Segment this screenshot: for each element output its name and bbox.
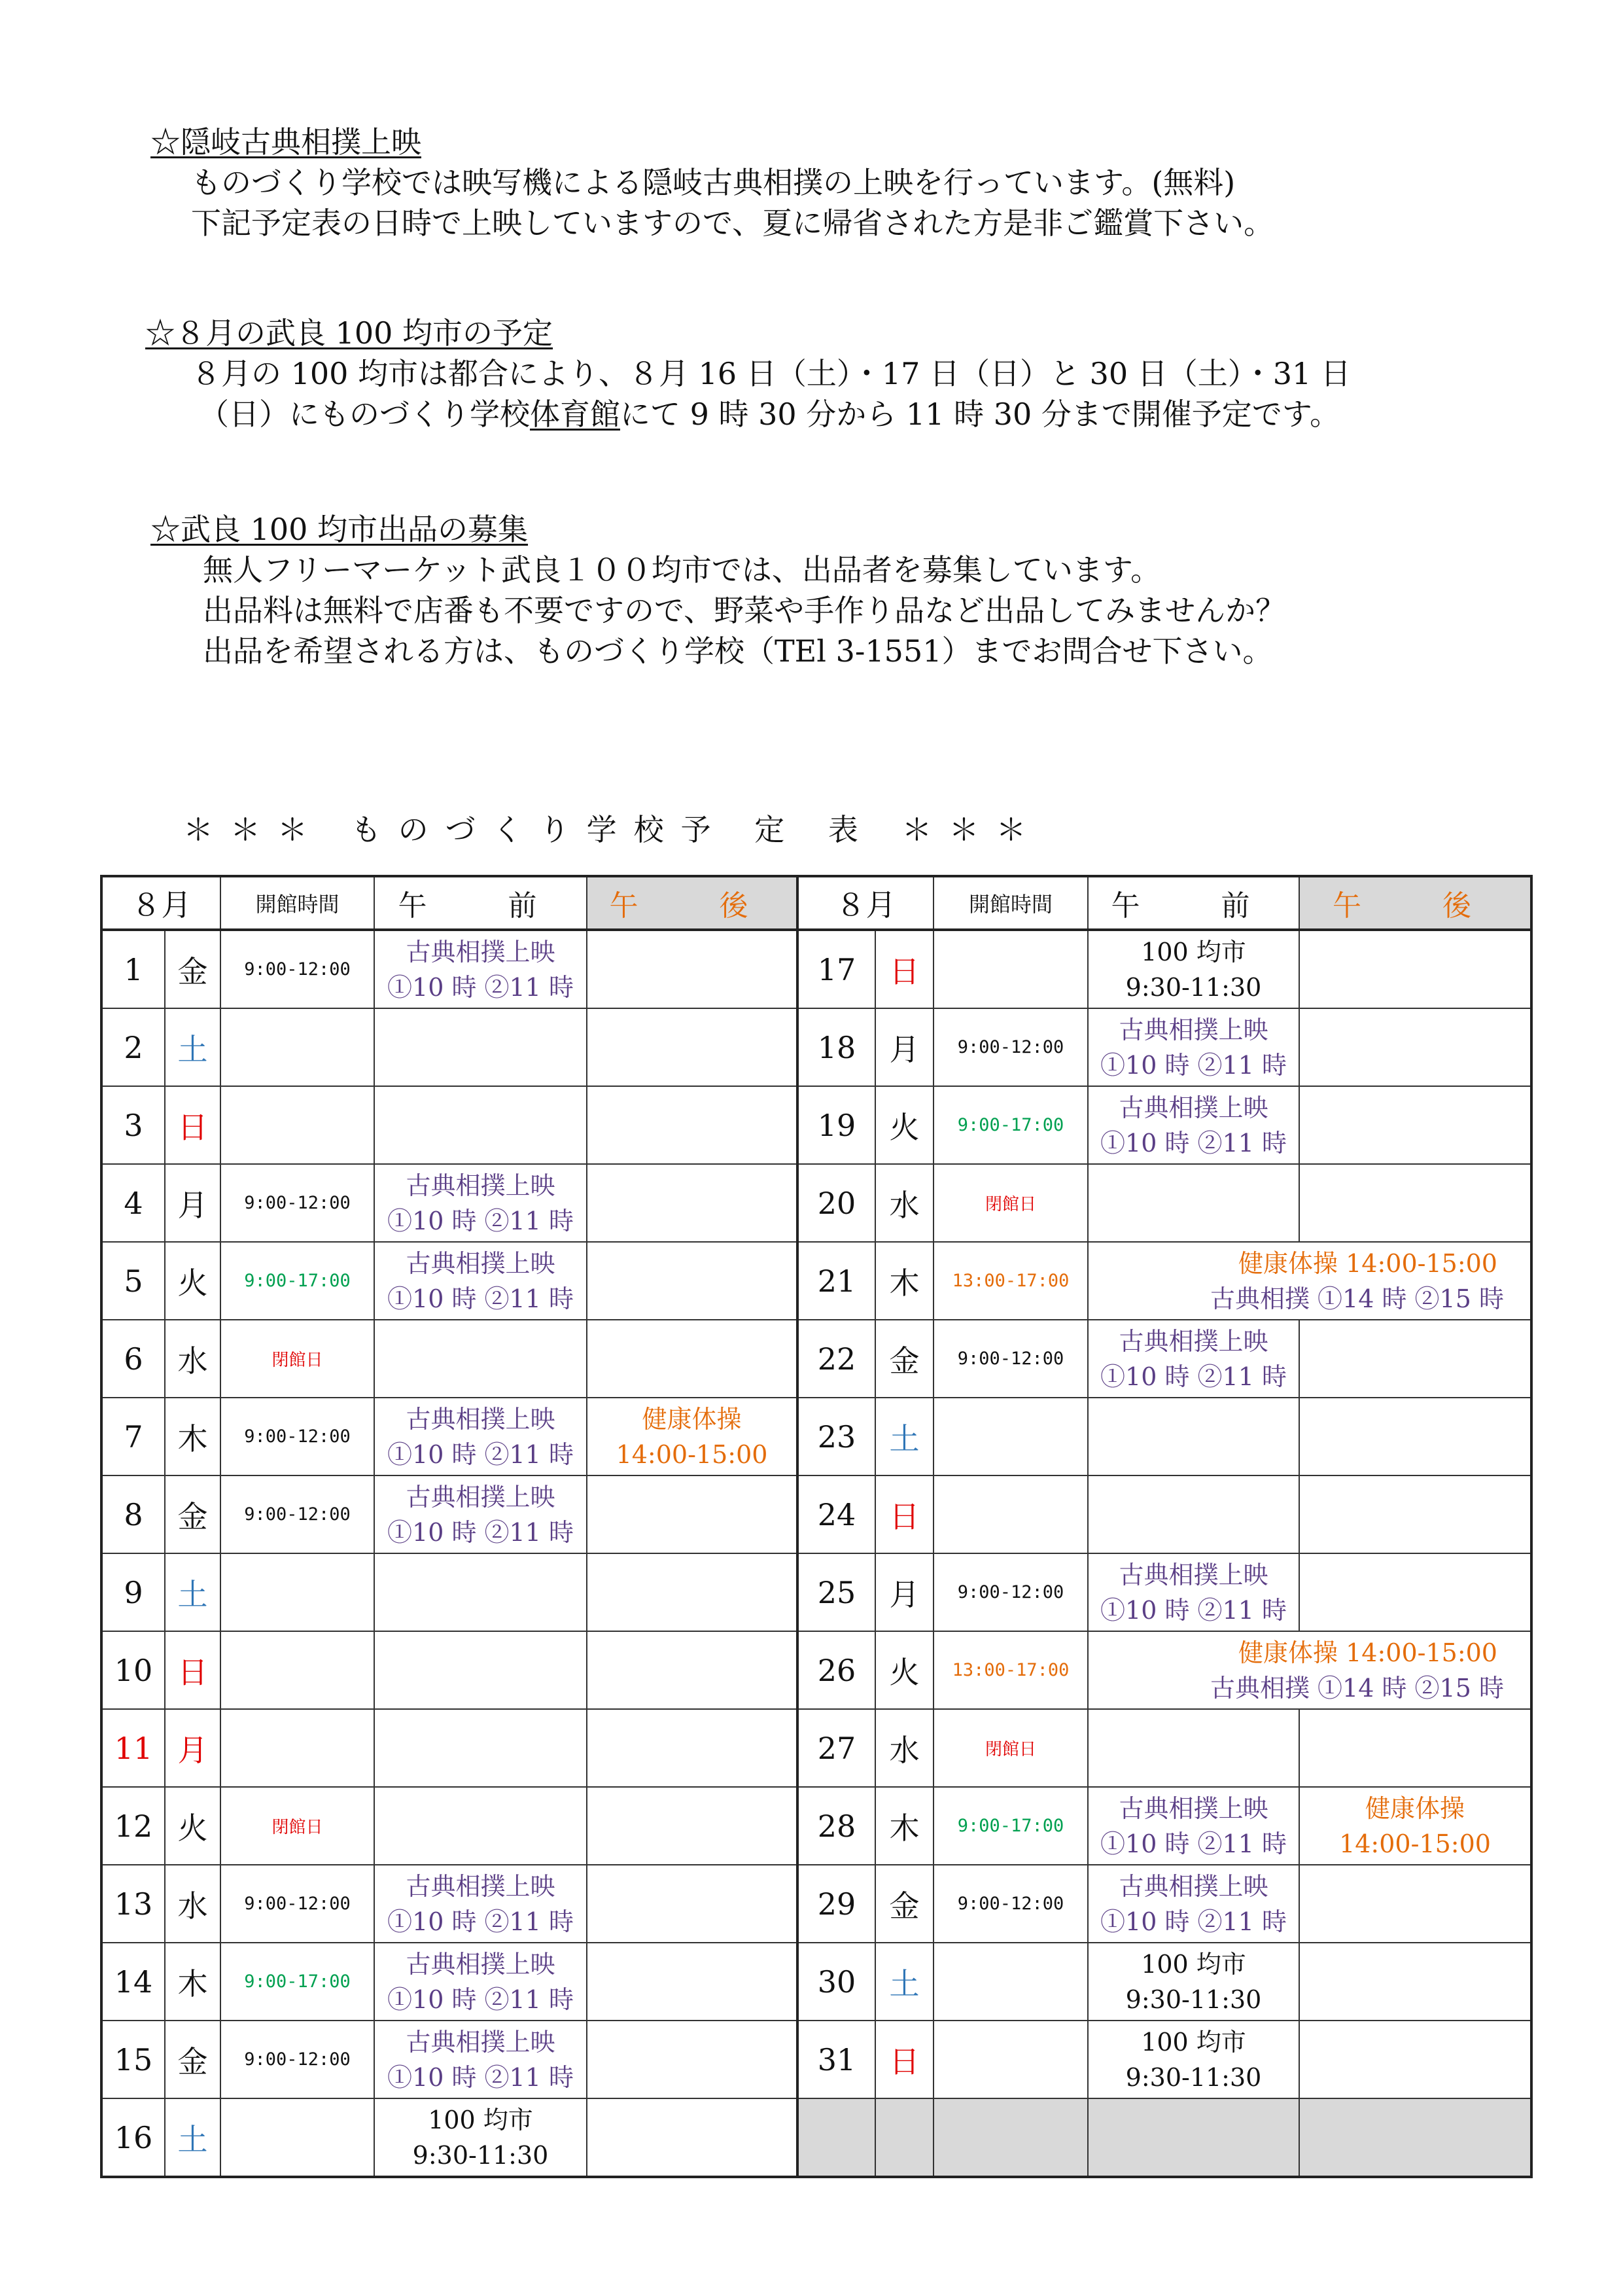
am-event: 100 均市: [1141, 937, 1246, 966]
opening-hours: 9:00-12:00: [934, 1553, 1088, 1631]
am-cell: [1088, 1943, 1299, 2021]
pm-cell: [587, 1553, 797, 1631]
day-number: 5: [101, 1242, 165, 1320]
am-event: 9:30-11:30: [412, 2140, 549, 2170]
day-number: 1: [101, 930, 165, 1008]
opening-hours: [220, 1086, 374, 1164]
notice-exhibitor-recruitment: [150, 509, 1524, 671]
am-cell: [374, 1398, 587, 1475]
am-cell: [374, 1787, 587, 1865]
weekday: 火: [165, 1242, 220, 1320]
header-pm: 午 後: [587, 876, 797, 930]
pm-cell: [587, 1164, 797, 1242]
schedule-row: [101, 2021, 1531, 2098]
am-event: 100 均市: [1141, 2027, 1246, 2057]
weekday: 日: [875, 2021, 934, 2098]
am-event: ①10 時 ②11 時: [1100, 1829, 1287, 1858]
day-number: 7: [101, 1398, 165, 1475]
schedule-header-row: [101, 876, 1531, 930]
weekday: 日: [165, 1631, 220, 1709]
day-number: 10: [101, 1631, 165, 1709]
am-event: 古典相撲上映: [406, 937, 555, 966]
weekday: 月: [165, 1164, 220, 1242]
schedule-row: [101, 1008, 1531, 1086]
opening-hours: [220, 1008, 374, 1086]
opening-hours: 9:00-12:00: [934, 1008, 1088, 1086]
weekday: 月: [875, 1008, 934, 1086]
empty-cell: [1299, 2098, 1531, 2177]
combined-am-pm-cell: [1088, 1631, 1531, 1709]
am-event: 古典相撲上映: [1119, 1326, 1268, 1356]
day-number: 12: [101, 1787, 165, 1865]
opening-hours: 9:00-12:00: [220, 930, 374, 1008]
pm-cell: [1299, 1398, 1531, 1475]
schedule-row: [101, 1320, 1531, 1398]
am-cell: [1088, 1164, 1299, 1242]
day-number: 4: [101, 1164, 165, 1242]
weekday: 土: [165, 1553, 220, 1631]
opening-hours: 9:00-12:00: [220, 1475, 374, 1553]
gym-underlined: 体育館: [530, 397, 620, 432]
day-number: 28: [797, 1787, 875, 1865]
header-pm: 午 後: [1299, 876, 1531, 930]
am-cell: [1088, 2021, 1299, 2098]
empty-cell: [875, 2098, 934, 2177]
header-month: ８月: [101, 876, 220, 930]
opening-hours: 9:00-12:00: [220, 1398, 374, 1475]
am-event: ①10 時 ②11 時: [387, 1907, 574, 1936]
day-number: 18: [797, 1008, 875, 1086]
day-number: 24: [797, 1475, 875, 1553]
am-event: ①10 時 ②11 時: [1100, 1362, 1287, 1391]
pm-cell: [1299, 1787, 1531, 1865]
weekday: 水: [165, 1865, 220, 1943]
header-am: 午 前: [1088, 876, 1299, 930]
notice-line: 出品を希望される方は、ものづくり学校（TEl 3-1551）までお問合せ下さい。: [203, 633, 1273, 669]
am-event: ①10 時 ②11 時: [1100, 1050, 1287, 1080]
weekday: 水: [875, 1709, 934, 1787]
pm-cell: [587, 1086, 797, 1164]
notice-sumo-screening: [150, 122, 1524, 243]
opening-hours: 13:00-17:00: [934, 1631, 1088, 1709]
notice-100yen-market-schedule: [145, 313, 1519, 434]
weekday: 木: [875, 1787, 934, 1865]
sumo-event: 古典相撲 ①14 時 ②15 時: [1210, 1284, 1504, 1313]
day-number: 21: [797, 1242, 875, 1320]
am-cell: [374, 1320, 587, 1398]
weekday: 土: [165, 2098, 220, 2177]
pm-cell: [587, 1008, 797, 1086]
am-cell: [1088, 1008, 1299, 1086]
schedule-row: [101, 1398, 1531, 1475]
day-number: 30: [797, 1943, 875, 2021]
am-event: ①10 時 ②11 時: [1100, 1595, 1287, 1625]
am-event: ①10 時 ②11 時: [387, 2062, 574, 2092]
empty-cell: [934, 2098, 1088, 2177]
schedule-row: [101, 1164, 1531, 1242]
am-event: 9:30-11:30: [1125, 972, 1262, 1002]
pm-cell: [1299, 1164, 1531, 1242]
am-event: 100 均市: [1141, 1949, 1246, 1979]
am-event: 9:30-11:30: [1125, 2062, 1262, 2092]
pm-event: 14:00-15:00: [1339, 1829, 1491, 1858]
opening-hours: [220, 1631, 374, 1709]
am-event: 古典相撲上映: [1119, 1093, 1268, 1122]
am-event: ①10 時 ②11 時: [387, 1517, 574, 1547]
notice-title: ☆武良 100 均市出品の募集: [150, 512, 529, 547]
notice-line: 無人フリーマーケット武良１００均市では、出品者を募集しています。: [203, 552, 1161, 588]
opening-hours: 9:00-17:00: [934, 1086, 1088, 1164]
opening-hours: [934, 1475, 1088, 1553]
day-number: 6: [101, 1320, 165, 1398]
am-event: ①10 時 ②11 時: [387, 972, 574, 1002]
schedule-row: [101, 1631, 1531, 1709]
closed-day-label: 閉館日: [220, 1787, 374, 1865]
day-number: 27: [797, 1709, 875, 1787]
notice-line: [145, 394, 1519, 434]
pm-cell: [587, 1943, 797, 2021]
pm-event: 14:00-15:00: [616, 1439, 768, 1469]
header-hours: 開館時間: [934, 876, 1088, 930]
am-event: ①10 時 ②11 時: [387, 1284, 574, 1313]
opening-hours: 9:00-12:00: [220, 2021, 374, 2098]
notice-line: ものづくり学校では映写機による隠岐古典相撲の上映を行っています。(無料): [191, 165, 1236, 200]
day-number: 13: [101, 1865, 165, 1943]
am-event: 100 均市: [428, 2105, 533, 2134]
weekday: 木: [875, 1242, 934, 1320]
weekday: 金: [875, 1320, 934, 1398]
am-cell: [1088, 930, 1299, 1008]
am-event: ①10 時 ②11 時: [1100, 1907, 1287, 1936]
notice-text: にて 9 時 30 分から 11 時 30 分まで開催予定です。: [620, 397, 1340, 432]
opening-hours: [934, 930, 1088, 1008]
am-cell: [374, 2098, 587, 2177]
am-event: 古典相撲上映: [406, 1248, 555, 1278]
pm-event: 健康体操: [642, 1404, 742, 1434]
am-cell: [374, 1008, 587, 1086]
exercise-event: 健康体操 14:00-15:00: [1238, 1248, 1497, 1278]
notice-line: 下記予定表の日時で上映していますので、夏に帰省された方是非ご鑑賞下さい。: [191, 205, 1274, 241]
pm-cell: [1299, 930, 1531, 1008]
schedule-row: [101, 1553, 1531, 1631]
day-number: 22: [797, 1320, 875, 1398]
weekday: 日: [165, 1086, 220, 1164]
opening-hours: [934, 1943, 1088, 2021]
pm-cell: [587, 930, 797, 1008]
pm-cell: [587, 1865, 797, 1943]
day-number: 26: [797, 1631, 875, 1709]
am-cell: [374, 2021, 587, 2098]
opening-hours: 9:00-12:00: [220, 1865, 374, 1943]
pm-cell: [1299, 1320, 1531, 1398]
day-number: 2: [101, 1008, 165, 1086]
weekday: 水: [165, 1320, 220, 1398]
schedule-table: [100, 875, 1533, 2178]
weekday: 月: [165, 1709, 220, 1787]
am-event: 古典相撲上映: [406, 1171, 555, 1200]
opening-hours: 9:00-17:00: [220, 1943, 374, 2021]
pm-cell: [587, 2021, 797, 2098]
empty-cell: [1088, 2098, 1299, 2177]
pm-cell: [1299, 2021, 1531, 2098]
pm-cell: [1299, 1865, 1531, 1943]
am-event: ①10 時 ②11 時: [387, 1439, 574, 1469]
pm-cell: [1299, 1553, 1531, 1631]
opening-hours: [934, 1398, 1088, 1475]
pm-cell: [1299, 1943, 1531, 2021]
am-cell: [374, 1475, 587, 1553]
pm-cell: [587, 1398, 797, 1475]
day-number: 11: [101, 1709, 165, 1787]
am-cell: [1088, 1553, 1299, 1631]
am-event: 古典相撲上映: [406, 2027, 555, 2057]
pm-cell: [587, 1631, 797, 1709]
schedule-title: ＊＊＊ ものづくり学校予 定 表 ＊＊＊: [183, 812, 1043, 847]
am-cell: [1088, 1320, 1299, 1398]
closed-day-label: 閉館日: [220, 1320, 374, 1398]
opening-hours: 9:00-12:00: [934, 1865, 1088, 1943]
day-number: 25: [797, 1553, 875, 1631]
pm-cell: [587, 1787, 797, 1865]
day-number: 9: [101, 1553, 165, 1631]
notice-text: （日）にものづくり学校: [199, 397, 530, 432]
schedule-row: [101, 2098, 1531, 2177]
pm-cell: [587, 1475, 797, 1553]
weekday: 火: [875, 1086, 934, 1164]
am-cell: [1088, 1709, 1299, 1787]
am-event: 古典相撲上映: [1119, 1871, 1268, 1901]
opening-hours: 9:00-12:00: [220, 1164, 374, 1242]
am-cell: [1088, 1865, 1299, 1943]
schedule-row: [101, 1709, 1531, 1787]
header-month: ８月: [797, 876, 934, 930]
schedule-row: [101, 1086, 1531, 1164]
notice-title: ☆隠岐古典相撲上映: [150, 124, 421, 160]
am-cell: [1088, 1086, 1299, 1164]
weekday: 金: [165, 930, 220, 1008]
opening-hours: 9:00-17:00: [220, 1242, 374, 1320]
day-number: 19: [797, 1086, 875, 1164]
weekday: 金: [875, 1865, 934, 1943]
combined-am-pm-cell: [1088, 1242, 1531, 1320]
day-number: 8: [101, 1475, 165, 1553]
schedule-row: [101, 1787, 1531, 1865]
closed-day-label: 閉館日: [934, 1164, 1088, 1242]
pm-cell: [587, 1709, 797, 1787]
am-event: 古典相撲上映: [406, 1482, 555, 1511]
opening-hours: [220, 2098, 374, 2177]
am-cell: [374, 930, 587, 1008]
header-am: 午 前: [374, 876, 587, 930]
weekday: 火: [875, 1631, 934, 1709]
am-cell: [374, 1943, 587, 2021]
weekday: 土: [165, 1008, 220, 1086]
am-event: ①10 時 ②11 時: [1100, 1128, 1287, 1157]
pm-event: 健康体操: [1365, 1793, 1465, 1823]
pm-cell: [587, 2098, 797, 2177]
weekday: 木: [165, 1943, 220, 2021]
am-event: 古典相撲上映: [1119, 1015, 1268, 1044]
weekday: 金: [165, 1475, 220, 1553]
pm-cell: [1299, 1008, 1531, 1086]
weekday: 水: [875, 1164, 934, 1242]
weekday: 木: [165, 1398, 220, 1475]
pm-cell: [1299, 1709, 1531, 1787]
opening-hours: 9:00-17:00: [934, 1787, 1088, 1865]
schedule-row: [101, 1242, 1531, 1320]
weekday: 日: [875, 1475, 934, 1553]
notice-line: ８月の 100 均市は都合により、８月 16 日（土）・17 日（日）と 30 日（土）・31 日: [191, 356, 1351, 391]
am-event: 古典相撲上映: [406, 1949, 555, 1979]
opening-hours: 9:00-12:00: [934, 1320, 1088, 1398]
day-number: 23: [797, 1398, 875, 1475]
schedule-row: [101, 930, 1531, 1008]
am-event: 古典相撲上映: [1119, 1793, 1268, 1823]
closed-day-label: 閉館日: [934, 1709, 1088, 1787]
day-number: 20: [797, 1164, 875, 1242]
am-cell: [1088, 1398, 1299, 1475]
weekday: 金: [165, 2021, 220, 2098]
weekday: 日: [875, 930, 934, 1008]
exercise-event: 健康体操 14:00-15:00: [1238, 1638, 1497, 1667]
notice-line: 出品料は無料で店番も不要ですので、野菜や手作り品など出品してみませんか？: [203, 593, 1286, 628]
schedule-row: [101, 1475, 1531, 1553]
opening-hours: [220, 1553, 374, 1631]
am-cell: [1088, 1787, 1299, 1865]
pm-cell: [587, 1242, 797, 1320]
schedule-row: [101, 1943, 1531, 2021]
header-hours: 開館時間: [220, 876, 374, 930]
am-cell: [374, 1553, 587, 1631]
am-event: ①10 時 ②11 時: [387, 1206, 574, 1235]
pm-cell: [1299, 1475, 1531, 1553]
weekday: 土: [875, 1398, 934, 1475]
opening-hours: [220, 1709, 374, 1787]
empty-cell: [797, 2098, 875, 2177]
am-cell: [374, 1709, 587, 1787]
am-event: 古典相撲上映: [406, 1871, 555, 1901]
pm-cell: [1299, 1086, 1531, 1164]
schedule-row: [101, 1865, 1531, 1943]
notice-title: ☆８月の武良 100 均市の予定: [145, 315, 553, 351]
day-number: 3: [101, 1086, 165, 1164]
am-cell: [374, 1631, 587, 1709]
day-number: 14: [101, 1943, 165, 2021]
sumo-event: 古典相撲 ①14 時 ②15 時: [1210, 1673, 1504, 1703]
day-number: 15: [101, 2021, 165, 2098]
am-event: 古典相撲上映: [406, 1404, 555, 1434]
weekday: 火: [165, 1787, 220, 1865]
am-event: 9:30-11:30: [1125, 1985, 1262, 2014]
am-cell: [374, 1164, 587, 1242]
day-number: 16: [101, 2098, 165, 2177]
weekday: 土: [875, 1943, 934, 2021]
opening-hours: [934, 2021, 1088, 2098]
weekday: 月: [875, 1553, 934, 1631]
day-number: 31: [797, 2021, 875, 2098]
opening-hours: 13:00-17:00: [934, 1242, 1088, 1320]
day-number: 17: [797, 930, 875, 1008]
am-event: ①10 時 ②11 時: [387, 1985, 574, 2014]
day-number: 29: [797, 1865, 875, 1943]
am-cell: [374, 1865, 587, 1943]
pm-cell: [587, 1320, 797, 1398]
am-cell: [374, 1086, 587, 1164]
am-cell: [1088, 1475, 1299, 1553]
am-cell: [374, 1242, 587, 1320]
am-event: 古典相撲上映: [1119, 1560, 1268, 1589]
